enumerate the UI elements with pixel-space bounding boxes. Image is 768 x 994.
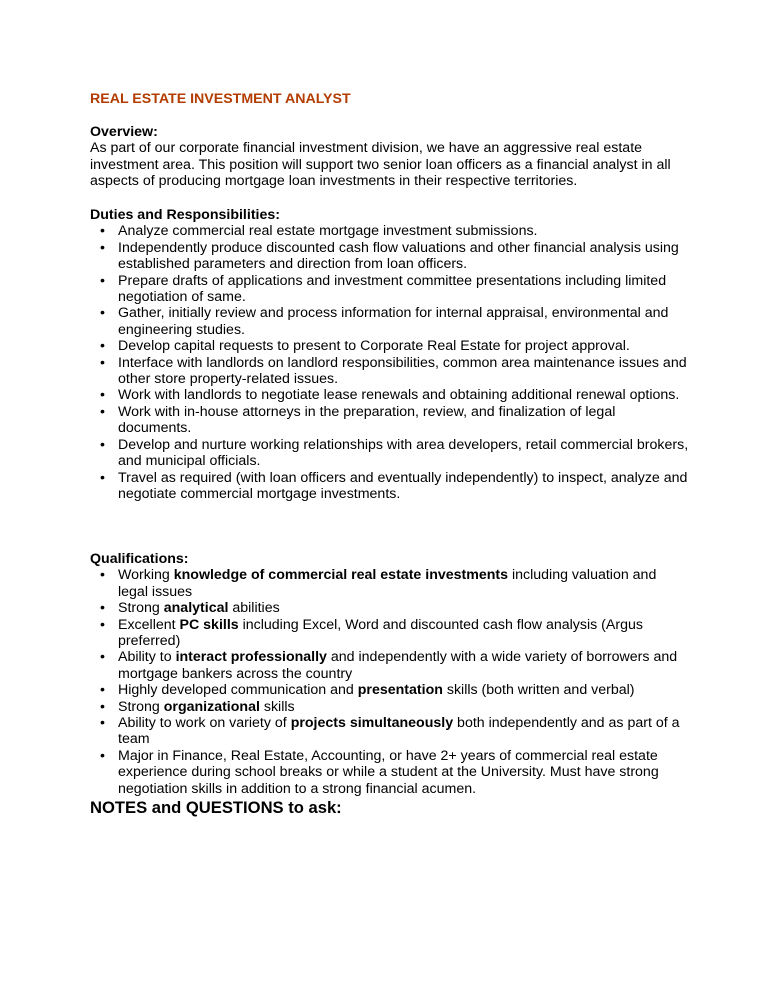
duty-item: • Develop and nurture working relationships with area developers, retail commercial brokers, and municipal officials. bbox=[90, 437, 690, 470]
duty-item: • Analyze commercial real estate mortgage investment submissions. bbox=[90, 223, 690, 239]
qualification-item: • Excellent PC skills including Excel, Word and discounted cash flow analysis (Argus preferred) bbox=[90, 617, 690, 650]
overview-section bbox=[90, 124, 690, 190]
duty-item: • Gather, initially review and process information for internal appraisal, environmental and engineering studies. bbox=[90, 305, 690, 338]
duty-item: • Independently produce discounted cash flow valuations and other financial analysis using established parameters and direction from loan officers. bbox=[90, 240, 690, 273]
duties-section bbox=[90, 207, 690, 502]
qualification-item: • Ability to interact professionally and independently with a wide variety of borrowers and mortgage bankers across the country bbox=[90, 649, 690, 682]
overview-heading: Overview: bbox=[90, 124, 158, 140]
duty-item: • Develop capital requests to present to Corporate Real Estate for project approval. bbox=[90, 338, 690, 354]
duty-item: • Travel as required (with loan officers and eventually independently) to inspect, analyze and negotiate commercial mortgage investments. bbox=[90, 470, 690, 503]
job-title: REAL ESTATE INVESTMENT ANALYST bbox=[90, 91, 351, 107]
duty-item: • Work with in-house attorneys in the preparation, review, and finalization of legal documents. bbox=[90, 404, 690, 437]
qualification-item: • Strong analytical abilities bbox=[90, 600, 690, 616]
qualifications-list bbox=[90, 567, 690, 797]
duty-item: • Prepare drafts of applications and investment committee presentations including limited negotiation of same. bbox=[90, 273, 690, 306]
duties-list bbox=[90, 223, 690, 502]
overview-text: As part of our corporate financial investment division, we have an aggressive real estate investment area. This position will support two senior loan officers as a financial analyst in all aspects of producing mortgage loan investments in their respective territories. bbox=[90, 140, 671, 190]
qualifications-section bbox=[90, 551, 690, 797]
qualification-item: • Highly developed communication and presentation skills (both written and verbal) bbox=[90, 682, 690, 698]
duties-heading: Duties and Responsibilities: bbox=[90, 207, 280, 223]
qualifications-heading: Qualifications: bbox=[90, 551, 189, 567]
qualification-item: • Ability to work on variety of projects simultaneously both independently and as part of a team bbox=[90, 715, 690, 748]
qualification-item: • Strong organizational skills bbox=[90, 699, 690, 715]
qualification-item: • Major in Finance, Real Estate, Accounting, or have 2+ years of commercial real estate experience during school breaks or while a student at the University. Must have strong negotiation skills in addition to a strong financial acumen. bbox=[90, 748, 690, 797]
duty-item: • Interface with landlords on landlord responsibilities, common area maintenance issues and other store property-related issues. bbox=[90, 355, 690, 388]
notes-heading: NOTES and QUESTIONS to ask: bbox=[90, 798, 342, 817]
duty-item: • Work with landlords to negotiate lease renewals and obtaining additional renewal options. bbox=[90, 387, 690, 403]
qualification-item: • Working knowledge of commercial real estate investments including valuation and legal issues bbox=[90, 567, 690, 600]
